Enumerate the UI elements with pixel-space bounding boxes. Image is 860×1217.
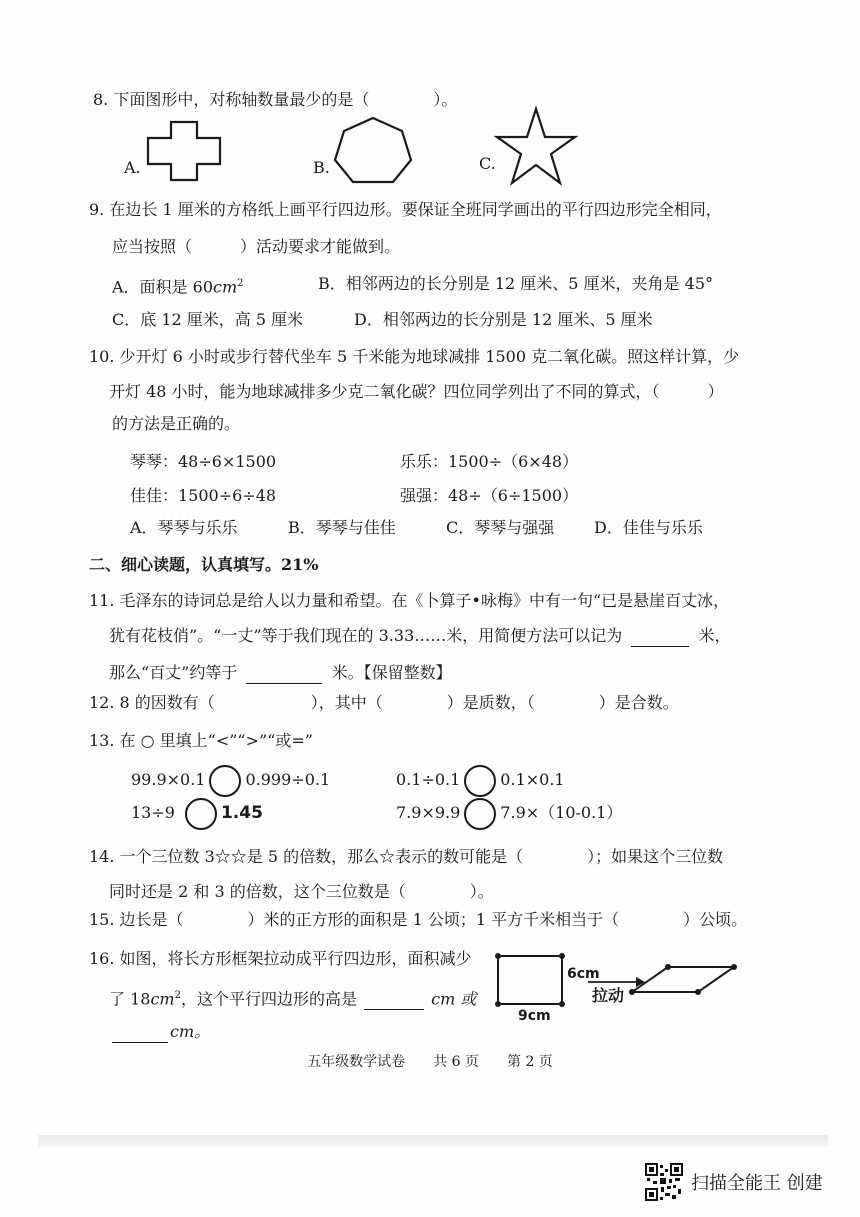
q8-option-a-label: A. (124, 158, 141, 177)
q13-expr-1: 99.9×0.1 0.999÷0.1 (131, 764, 330, 797)
q10-option-a: A．琴琴与乐乐 (130, 518, 238, 537)
q16-blank-1[interactable] (364, 989, 424, 1010)
q9-option-c: C．底 12 厘米，高 5 厘米 (112, 310, 304, 329)
q9-line-2: 应当按照（ ）活动要求才能做到。 (112, 237, 401, 256)
q11-line-2: 犹有花枝俏”。“一丈”等于我们现在的 3.33……米，用简便方法可以记为 米， (109, 626, 731, 645)
q16-blank-2[interactable] (112, 1022, 168, 1043)
q11-blank-2[interactable] (246, 663, 322, 684)
q10-jiajia: 佳佳：1500÷6÷48 (130, 486, 277, 505)
watermark-text: 扫描全能王 创建 (691, 1173, 823, 1194)
compare-circle-3[interactable] (185, 798, 217, 830)
q8-option-b-label: B. (313, 158, 330, 177)
q10-lele: 乐乐：1500÷（6×48） (400, 452, 579, 471)
q15-text: 15. 边长是（ ）米的正方形的面积是 1 公顷；1 平方千米相当于（ ）公顷。 (89, 910, 748, 929)
page-footer: 五年级数学试卷 共 6 页 第 2 页 (307, 1054, 553, 1070)
qr-code-icon (645, 1163, 683, 1201)
q10-qiangqiang: 强强：48÷（6÷1500） (400, 486, 579, 505)
q9-option-d: D．相邻两边的长分别是 12 厘米、5 厘米 (354, 310, 653, 329)
q10-option-d: D．佳佳与乐乐 (594, 518, 703, 537)
q9-option-a: A．面积是 $60cm^2$ (112, 277, 244, 297)
q10-line-3: 的方法是正确的。 (112, 414, 241, 433)
q11-blank-1[interactable] (631, 626, 689, 647)
q16-line-3: cm。 (112, 1021, 210, 1043)
scan-edge-band (38, 1135, 828, 1147)
section-2-heading: 二、细心读题，认真填写。21% (89, 555, 319, 574)
q16-line-2: 了 $18cm^2$，这个平行四边形的高是 cm 或 (109, 989, 477, 1009)
q10-option-b: B．琴琴与佳佳 (288, 518, 396, 537)
q14-line-2: 同时还是 2 和 3 的倍数，这个三位数是（ ）。 (109, 882, 494, 901)
q13-title: 13. 在 ○ 里填上“<”“>”“或=” (89, 731, 313, 750)
heptagon-shape-icon (332, 116, 414, 186)
cross-shape-icon (146, 120, 222, 182)
figure-label-pull: 拉动 (592, 986, 625, 1005)
q16-line-1: 16. 如图，将长方形框架拉动成平行四边形，面积减少 (89, 949, 472, 968)
q11-line-3: 那么“百丈”约等于 米。【保留整数】 (109, 663, 452, 682)
q13-expr-2: 0.1÷0.1 0.1×0.1 (396, 764, 565, 797)
compare-circle-2[interactable] (464, 765, 496, 797)
q10-line-1: 10. 少开灯 6 小时或步行替代坐车 5 千米能为地球减排 1500 克二氧化碳。照这样计算，少 (89, 347, 740, 366)
figure-label-9cm: 9cm (518, 1008, 551, 1024)
q10-line-2: 开灯 48 小时，能为地球减排多少克二氧化碳？四位同学列出了不同的算式，（ ） (109, 382, 724, 401)
q10-qinqin: 琴琴：48÷6×1500 (130, 452, 277, 471)
q10-option-c: C．琴琴与强强 (446, 518, 555, 537)
q9-option-b: B．相邻两边的长分别是 12 厘米、5 厘米，夹角是 45° (318, 274, 714, 293)
q11-line-1: 11. 毛泽东的诗词总是给人以力量和希望。在《卜算子•咏梅》中有一句“已是悬崖百丈冰， (89, 591, 730, 610)
q13-expr-3: 13÷9 1.45 (131, 797, 263, 830)
q12-text: 12. 8 的因数有（ ），其中（ ）是质数，（ ）是合数。 (89, 693, 679, 712)
compare-circle-4[interactable] (464, 798, 496, 830)
q14-line-1: 14. 一个三位数 3☆☆是 5 的倍数，那么☆表示的数可能是（ ）；如果这个三位数 (89, 847, 724, 866)
q8-option-c-label: C. (479, 154, 496, 173)
scanner-watermark (645, 1163, 823, 1201)
star-shape-icon (494, 106, 578, 186)
figure-label-6cm: 6cm (567, 966, 600, 982)
compare-circle-1[interactable] (209, 765, 241, 797)
q8-text: 8. 下面图形中，对称轴数量最少的是（ ）。 (93, 90, 458, 109)
q9-line-1: 9. 在边长 1 厘米的方格纸上画平行四边形。要保证全班同学画出的平行四边形完全相同， (89, 200, 722, 219)
q13-expr-4: 7.9×9.9 7.9×（10-0.1） (396, 797, 622, 830)
